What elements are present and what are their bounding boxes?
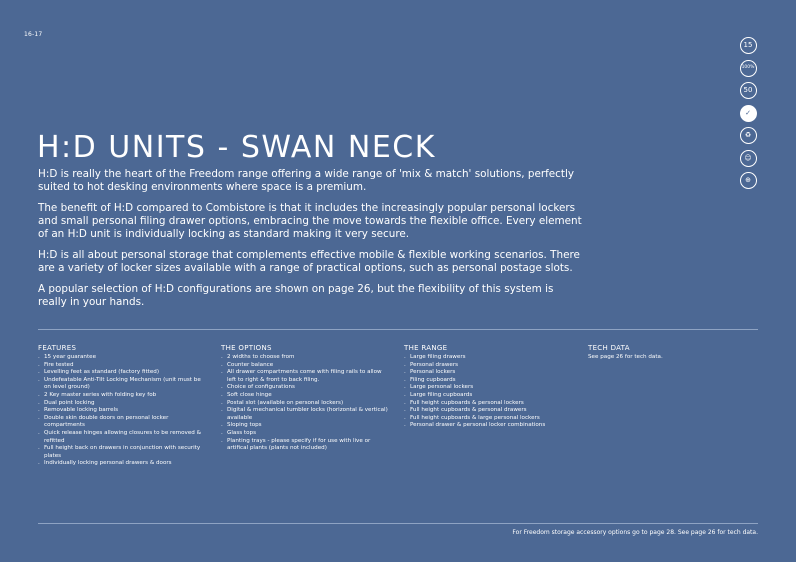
list-item: . Digital & mechanical tumbler locks (horizontal & vertical) available [221, 407, 391, 422]
page-number: 16-17 [24, 31, 43, 38]
intro-paragraph: A popular selection of H:D configurations are shown on page 26, but the flexibility of this system is really in your hands. [38, 283, 554, 308]
features-heading: FEATURES [38, 344, 77, 352]
list-item: . Personal lockers [404, 369, 582, 377]
divider-top [38, 329, 758, 330]
options-list [221, 354, 391, 453]
list-item: . Personal drawer & personal locker combinations [404, 422, 582, 430]
intro-text [38, 168, 583, 317]
tech-data-column [588, 344, 738, 362]
intro-paragraph: The benefit of H:D compared to Combistore is that it includes the increasingly popular personal lockers and small personal filing drawer options, embracing the move towards the flexible office. Every element of an H:D unit is individually locking as standard making it very secure. [38, 202, 582, 240]
list-item: . Full height cupboards & personal drawers [404, 407, 582, 415]
options-heading: THE OPTIONS [221, 344, 272, 352]
list-item: . Full height cupboards & large personal lockers [404, 415, 582, 423]
fsc-icon: ✓ [740, 105, 757, 122]
tech-data-heading: TECH DATA [588, 344, 630, 352]
list-item: . Large personal lockers [404, 384, 582, 392]
divider-bottom [38, 523, 758, 524]
100-percent-icon: 100% [740, 60, 757, 77]
footer-note: For Freedom storage accessory options go to page 28. See page 26 for tech data. [512, 529, 758, 536]
options-column [221, 344, 391, 453]
list-item: . 2 Key master series with folding key fob [38, 392, 208, 400]
list-item: . Planting trays - please specify if for use with live or artifical plants (plants not included) [221, 438, 391, 453]
list-item: . Filing cupboards [404, 377, 582, 385]
15-year-guarantee-icon: 15 [740, 37, 757, 54]
recycle-icon: ♻ [740, 127, 757, 144]
list-item: . Soft close hinge [221, 392, 391, 400]
list-item: . Individually locking personal drawers & doors [38, 460, 208, 468]
features-column [38, 344, 208, 468]
list-item: . Fire tested [38, 362, 208, 370]
list-item: . Undefeatable Anti-Tilt Locking Mechanism (unit must be on level ground) [38, 377, 208, 392]
list-item: . Full height cupboards & personal lockers [404, 400, 582, 408]
list-item: . Quick release hinges allowing closures to be removed & refitted [38, 430, 208, 445]
50-icon: 50 [740, 82, 757, 99]
list-item: . Postal slot (available on personal lockers) [221, 400, 391, 408]
list-item: . Counter balance [221, 362, 391, 370]
list-item: . Removable locking barrels [38, 407, 208, 415]
certification-icons [738, 37, 758, 195]
range-list [404, 354, 582, 430]
tech-data-text: See page 26 for tech data. [588, 354, 663, 360]
page-title: H:D UNITS - SWAN NECK [37, 130, 436, 165]
list-item: . All drawer compartments come with filing rails to allow left to right & front to back filing. [221, 369, 391, 384]
globe-icon: ⊕ [740, 172, 757, 189]
list-item: . Personal drawers [404, 362, 582, 370]
list-item: . Double skin double doors on personal locker compartments [38, 415, 208, 430]
range-heading: THE RANGE [404, 344, 448, 352]
list-item: . Large filing cupboards [404, 392, 582, 400]
list-item: . Dual point locking [38, 400, 208, 408]
list-item: . Glass tops [221, 430, 391, 438]
features-list [38, 354, 208, 468]
list-item: . 2 widths to choose from [221, 354, 391, 362]
person-icon: ☺ [740, 150, 757, 167]
range-column [404, 344, 582, 430]
list-item: . Full height back on drawers in conjunction with security plates [38, 445, 208, 460]
intro-paragraph: H:D is all about personal storage that complements effective mobile & flexible working scenarios. There are a variety of locker sizes available with a range of practical options, such as personal postage slots. [38, 249, 580, 274]
intro-paragraph: H:D is really the heart of the Freedom range offering a wide range of 'mix & match' solutions, perfectly suited to hot desking environments where space is a premium. [38, 168, 574, 193]
list-item: . 15 year guarantee [38, 354, 208, 362]
list-item: . Choice of configurations [221, 384, 391, 392]
list-item: . Levelling feet as standard (factory fitted) [38, 369, 208, 377]
list-item: . Large filing drawers [404, 354, 582, 362]
list-item: . Sloping tops [221, 422, 391, 430]
